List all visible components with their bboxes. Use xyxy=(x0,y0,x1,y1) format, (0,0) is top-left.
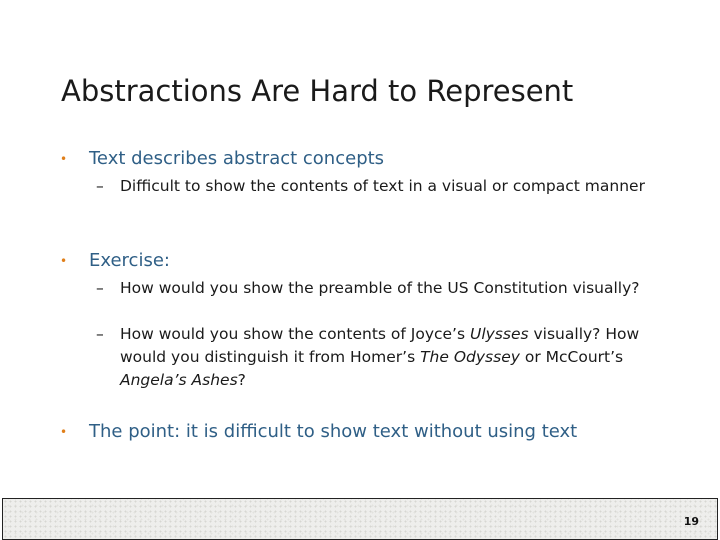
bullet-1-text: Text describes abstract concepts xyxy=(89,148,385,169)
sub-dash: – xyxy=(96,325,104,343)
bullet-dot: • xyxy=(60,152,68,166)
title-angelas-ashes: Angela’s Ashes xyxy=(120,371,238,389)
bullet-3-text: The point: it is difficult to show text without using text xyxy=(89,421,578,442)
text-run: ? xyxy=(237,371,246,389)
text-run: How would you show the contents of Joyce’s xyxy=(120,325,470,343)
title-the-odyssey: The Odyssey xyxy=(420,348,520,366)
page-number: 19 xyxy=(683,515,699,528)
bullet-1-sub-1-text: Difficult to show the contents of text in a visual or compact manner xyxy=(120,177,645,195)
bullet-2-sub-1-text: How would you show the preamble of the US Constitution visually? xyxy=(120,279,640,297)
sub-dash: – xyxy=(96,279,104,297)
footer-bar xyxy=(2,498,718,540)
bullet-dot: • xyxy=(60,425,68,439)
bullet-2-text: Exercise: xyxy=(89,250,170,271)
sub-dash: – xyxy=(96,177,104,195)
title-ulysses: Ulysses xyxy=(469,325,529,343)
text-run: or McCourt’s xyxy=(519,348,624,366)
slide-title: Abstractions Are Hard to Represent xyxy=(61,74,574,108)
text-run: visually? How would you distinguish it from Homer’s xyxy=(120,325,640,366)
bullet-dot: • xyxy=(60,254,68,268)
bullet-2-sub-2-text xyxy=(120,323,645,392)
